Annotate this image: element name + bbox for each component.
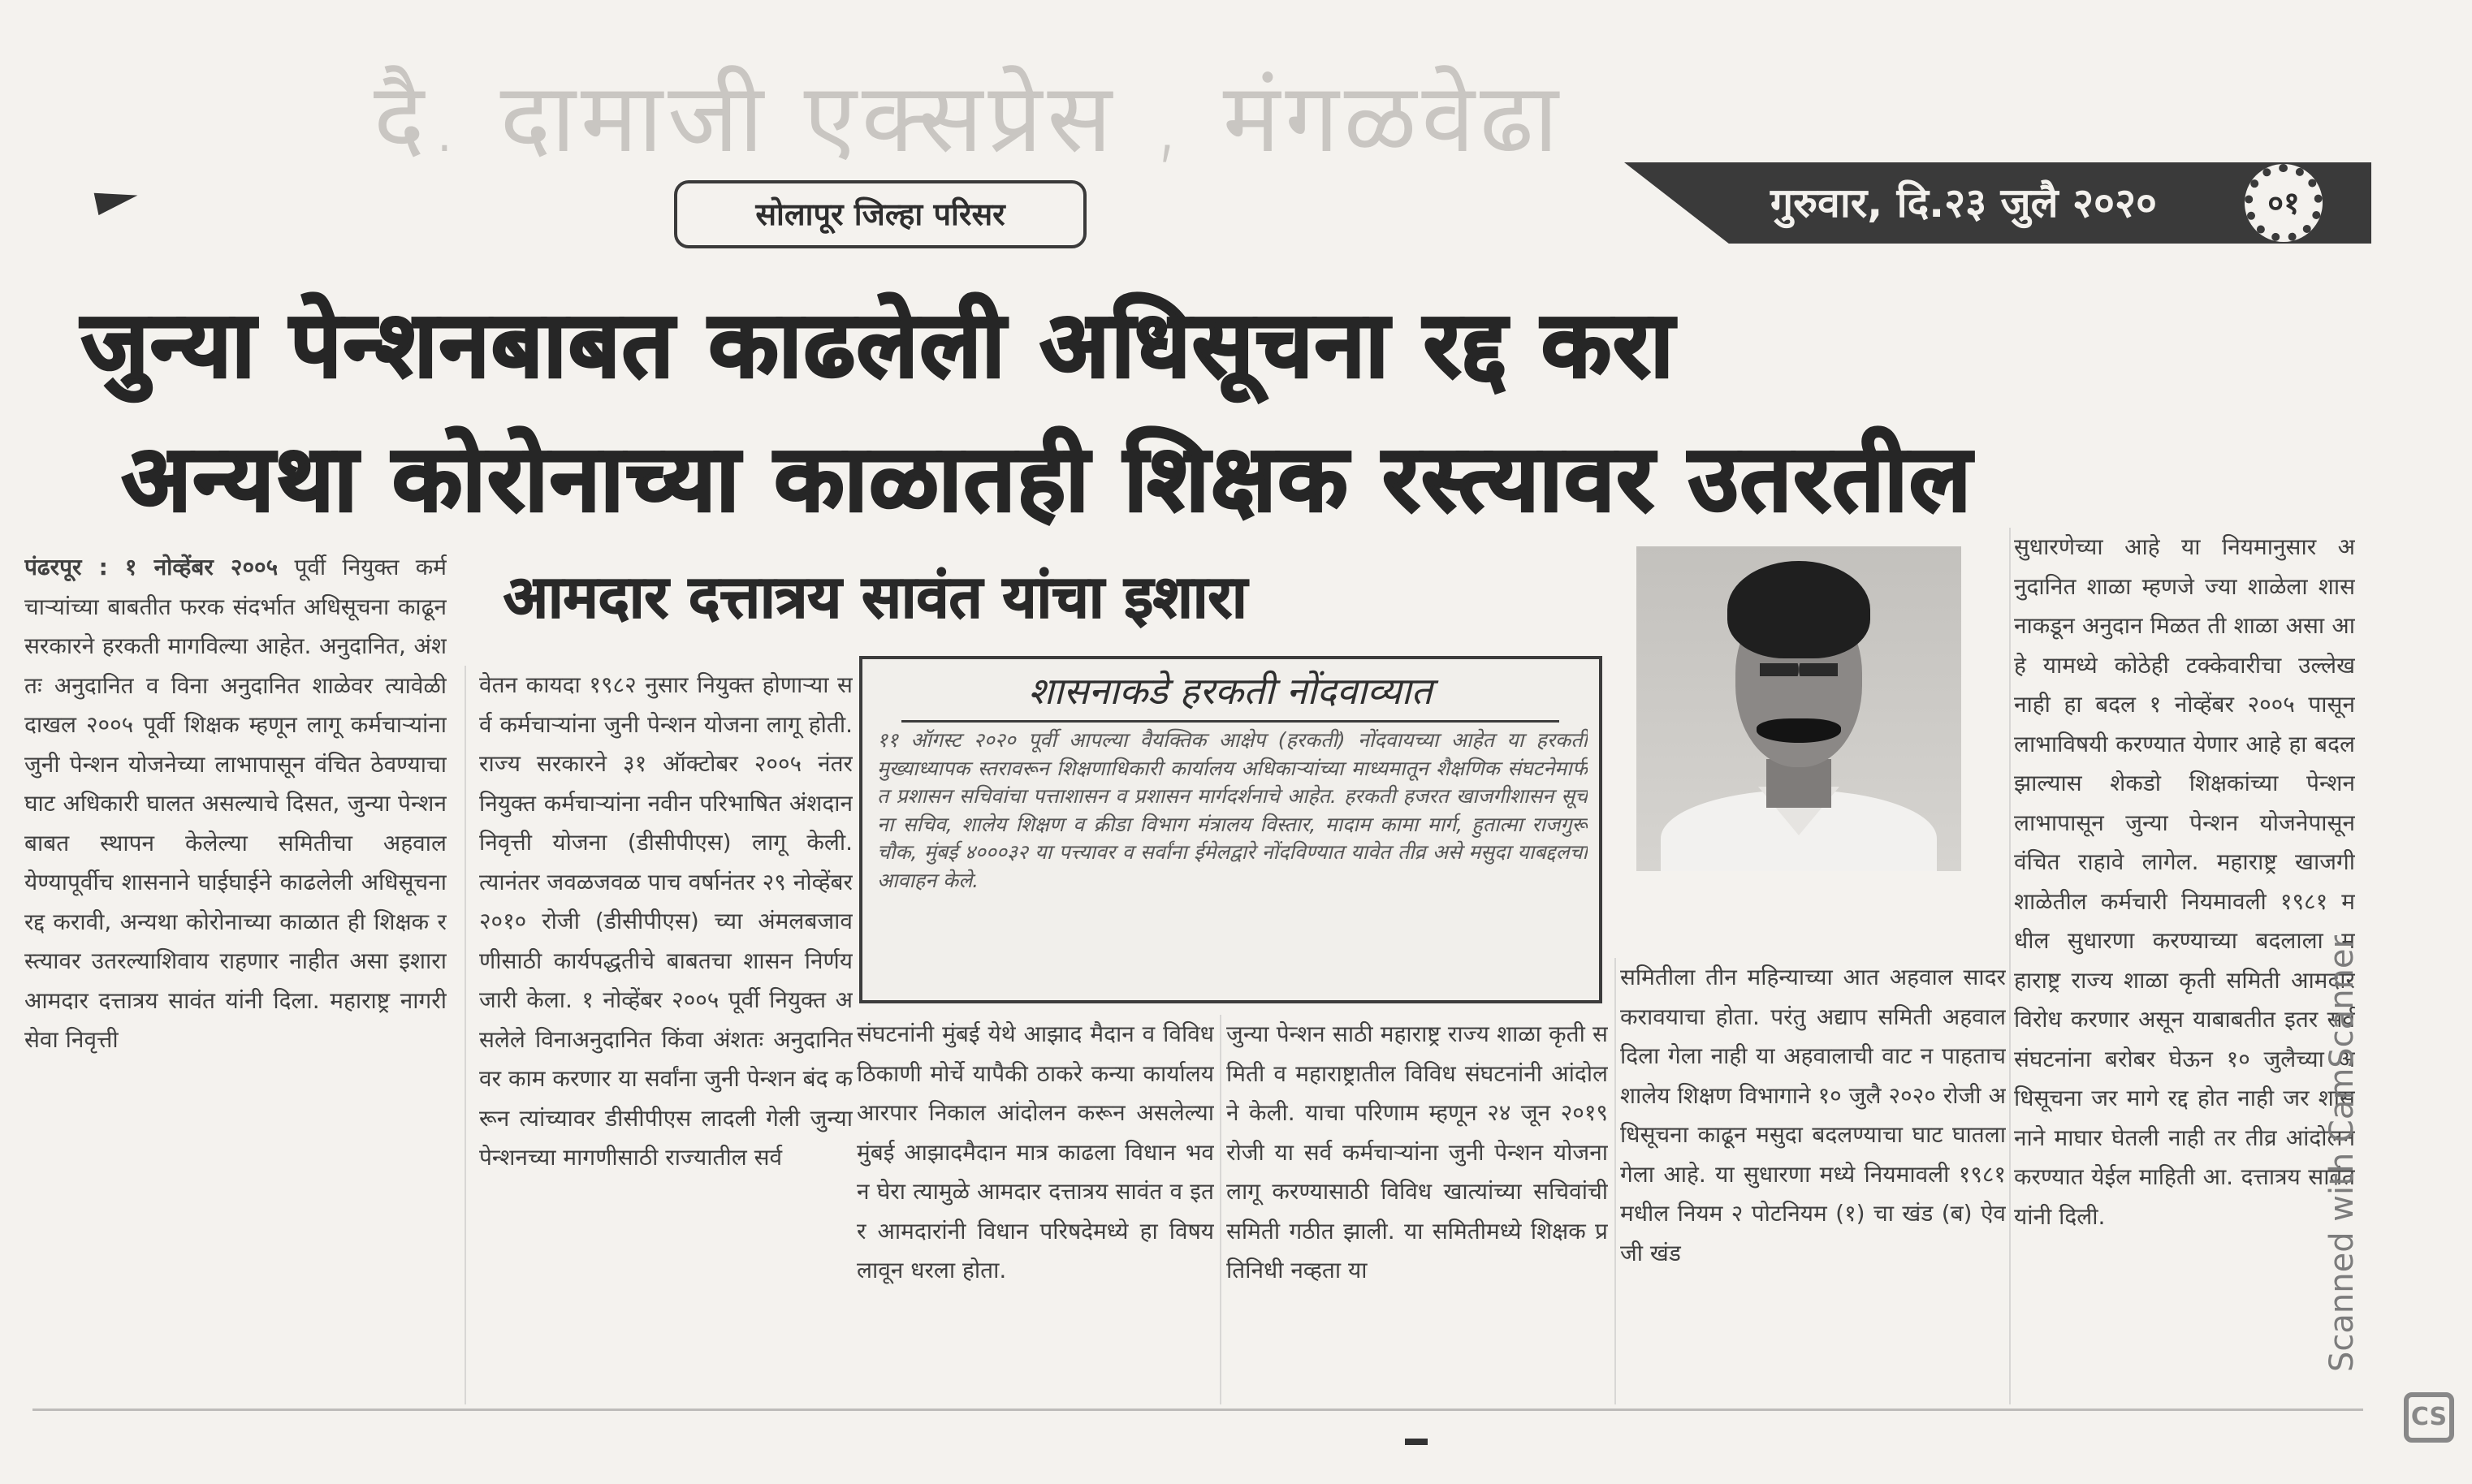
issue-date: गुरुवार, दि.२३ जुलै २०२० — [1770, 179, 2157, 226]
scanner-watermark: Scanned with CamScanner — [2323, 935, 2361, 1372]
bottom-rule — [32, 1409, 2363, 1411]
dateline: पंढरपूर : १ नोव्हेंबर २००५ — [24, 554, 279, 580]
article-column-1 — [24, 548, 447, 1421]
scanner-logo-icon: CS — [2404, 1392, 2454, 1443]
headline-line-2: अन्यथा कोरोनाच्या काळातही शिक्षक रस्त्यावर उतरतील — [122, 426, 1973, 532]
article-column-6: सुधारणेच्या आहे या नियमानुसार अनुदानित शाळा म्हणजे ज्या शाळेला शासनाकडून अनुदान मिळत ती शाळा असा आहे यामध्ये कोठेही टक्केवारीचा उल्लेख नाही हा बदल १ नोव्हेंबर २००५ पासून लाभाविषयी करण्यात येणार आहे हा बदल झाल्यास शेकडो शिक्षकांच्या पेन्शन लाभापासून जुन्या पेन्शन योजनेपासून वंचित राहावे लागेल. महाराष्ट्र खाजगी शाळेतील कर्मचारी नियमावली १९८१ मधील सुधारणा करण्याच्या बदलाला महाराष्ट्र राज्य शाळा कृती समिती आमदार विरोध करणार असून याबाबतीत इतर सर्व संघटनांना बरोबर घेऊन १० जुलैच्या अधिसूचना जर मागे रद्द होत नाही जर शासनाने माघार घेतली नाही तर तीव्र आंदोलन करण्यात येईल माहिती आ. दत्तात्रय सावंत यांनी दिली. — [2014, 533, 2355, 1230]
column-divider — [1614, 958, 1616, 1404]
note-box-text: ११ ऑगस्ट २०२० पूर्वी आपल्या वैयक्तिक आक्षेप (हरकती) नोंदवायच्या आहेत या हरकती मुख्याध्यापक स्तरावरून शिक्षणाधिकारी कार्यालय अधिकाऱ्यांच्या माध्यमातून शैक्षणिक संघटनेमार्फत प्रशासन सचिवांचा पत्ताशासन व प्रशासन मार्गदर्शनाचे आहेत. हरकती हजरत खाजगीशासन सूचना सचिव, शालेय शिक्षण व क्रीडा विभाग मंत्रालय विस्तार, मादाम कामा मार्ग, हुतात्मा राजगुरू चौक, मुंबई ४०००३२ या पत्त्यावर व सर्वांना ईमेलद्वारे नोंदविण्यात यावेत तीव्र असे मसुदा याबद्दलचा आवाहन केले. — [877, 728, 1588, 892]
section-tag: सोलापूर जिल्हा परिसर — [674, 180, 1087, 248]
headline-line-1: जुन्या पेन्शनबाबत काढलेली अधिसूचना रद्द करा — [81, 292, 1675, 398]
column-divider — [465, 666, 466, 1404]
column-divider — [1220, 1015, 1221, 1404]
column-divider — [2009, 528, 2011, 1404]
photo-eyes — [1760, 663, 1838, 676]
page-number-badge: ०१ — [2245, 164, 2323, 242]
subheadline: आमदार दत्तात्रय सावंत यांचा इशारा — [503, 563, 1247, 631]
article-column-2: वेतन कायदा १९८२ नुसार नियुक्त होणाऱ्या सर्व कर्मचाऱ्यांना जुनी पेन्शन योजना लागू होती. राज्य सरकारने ३१ ऑक्टोबर २००५ नंतर नियुक्त कर्मचाऱ्यांना नवीन परिभाषित अंशदान निवृत्ती योजना (डीसीपीएस) लागू केली. त्यानंतर जवळजवळ पाच वर्षानंतर २९ नोव्हेंबर २०१० रोजी (डीसीपीएस) च्या अंमलबजावणीसाठी कार्यपद्धतीचे बाबतचा शासन निर्णय जारी केला. १ नोव्हेंबर २००५ पूर्वी नियुक्त असलेले विनाअनुदानित किंवा अंशतः अनुदानित वर काम करणार या सर्वांना जुनी पेन्शन बंद करून त्यांच्यावर डीसीपीएस लादली गेली जुन्या पेन्शनच्या मागणीसाठी राज्यातील सर्व — [479, 671, 853, 1171]
newspaper-masthead: दै. दामाजी एक्सप्रेस , मंगळवेढा — [374, 62, 1563, 174]
photo-hair — [1727, 561, 1870, 658]
article-column-5: समितीला तीन महिन्याच्या आत अहवाल सादर करावयाचा होता. परंतु अद्याप समिती अहवाल दिला गेला नाही या अहवालाची वाट न पाहताच शालेय शिक्षण विभागाने १० जुलै २०२० रोजी अधिसूचना काढून मसुदा बदलण्याचा घाट घातला गेला आहे. या सुधारणा मध्ये नियमावली १९८१ मधील नियम २ पोटनियम (१) चा खंड (ब) ऐवजी खंड — [1620, 964, 2006, 1266]
arrow-icon — [94, 184, 140, 215]
note-title-underline — [901, 720, 1559, 723]
bottom-dash — [1405, 1439, 1428, 1445]
article-column-4: जुन्या पेन्शन साठी महाराष्ट्र राज्य शाळा कृती समिती व महाराष्ट्रातील विविध संघटनांनी आंदोलने केली. याचा परिणाम म्हणून २४ जून २०१९ रोजी या सर्व कर्मचाऱ्यांना जुनी पेन्शन योजना लागू करण्यासाठी विविध खात्यांच्या सचिवांची समिती गठीत झाली. या समितीमध्ये शिक्षक प्रतिनिधी नव्हता या — [1226, 1020, 1608, 1283]
portrait-photo — [1636, 546, 1961, 871]
note-box-title: शासनाकडे हरकती नोंदवाव्यात — [1028, 669, 1433, 713]
article-column-3: संघटनांनी मुंबई येथे आझाद मैदान व विविध ठिकाणी मोर्चे यापैकी ठाकरे कन्या कार्यालय आरपार निकाल आंदोलन करून असलेल्या मुंबई आझादमैदान मात्र काढला विधान भवन घेरा त्यामुळे आमदार दत्तात्रय सावंत व इतर आमदारांनी विधान परिषदेमध्ये हा विषय लावून धरला होता. — [857, 1020, 1214, 1283]
column-1-text: पूर्वी नियुक्त कर्मचाऱ्यांच्या बाबतीत फरक संदर्भात अधिसूचना काढून सरकारने हरकती मागविल्या आहेत. अनुदानित, अंशतः अनुदानित व विना अनुदानित शाळेवर त्यावेळी दाखल २००५ पूर्वी शिक्षक म्हणून लागू कर्मचाऱ्यांना जुनी पेन्शन योजनेच्या लाभापासून वंचित ठेवण्याचा घाट अधिकारी घालत असल्याचे दिसत, जुन्या पेन्शनबाबत स्थापन केलेल्या समितीचा अहवाल येण्यापूर्वीच शासनाने घाईघाईने काढलेली अधिसूचना रद्द करावी, अन्यथा कोरोनाच्या काळात ही शिक्षक रस्त्यावर उतरल्याशिवाय राहणार नाहीत असा इशारा आमदार दत्तात्रय सावंत यांनी दिला. महाराष्ट्र नागरी सेवा निवृत्ती — [24, 554, 447, 1053]
photo-mustache — [1757, 718, 1841, 743]
